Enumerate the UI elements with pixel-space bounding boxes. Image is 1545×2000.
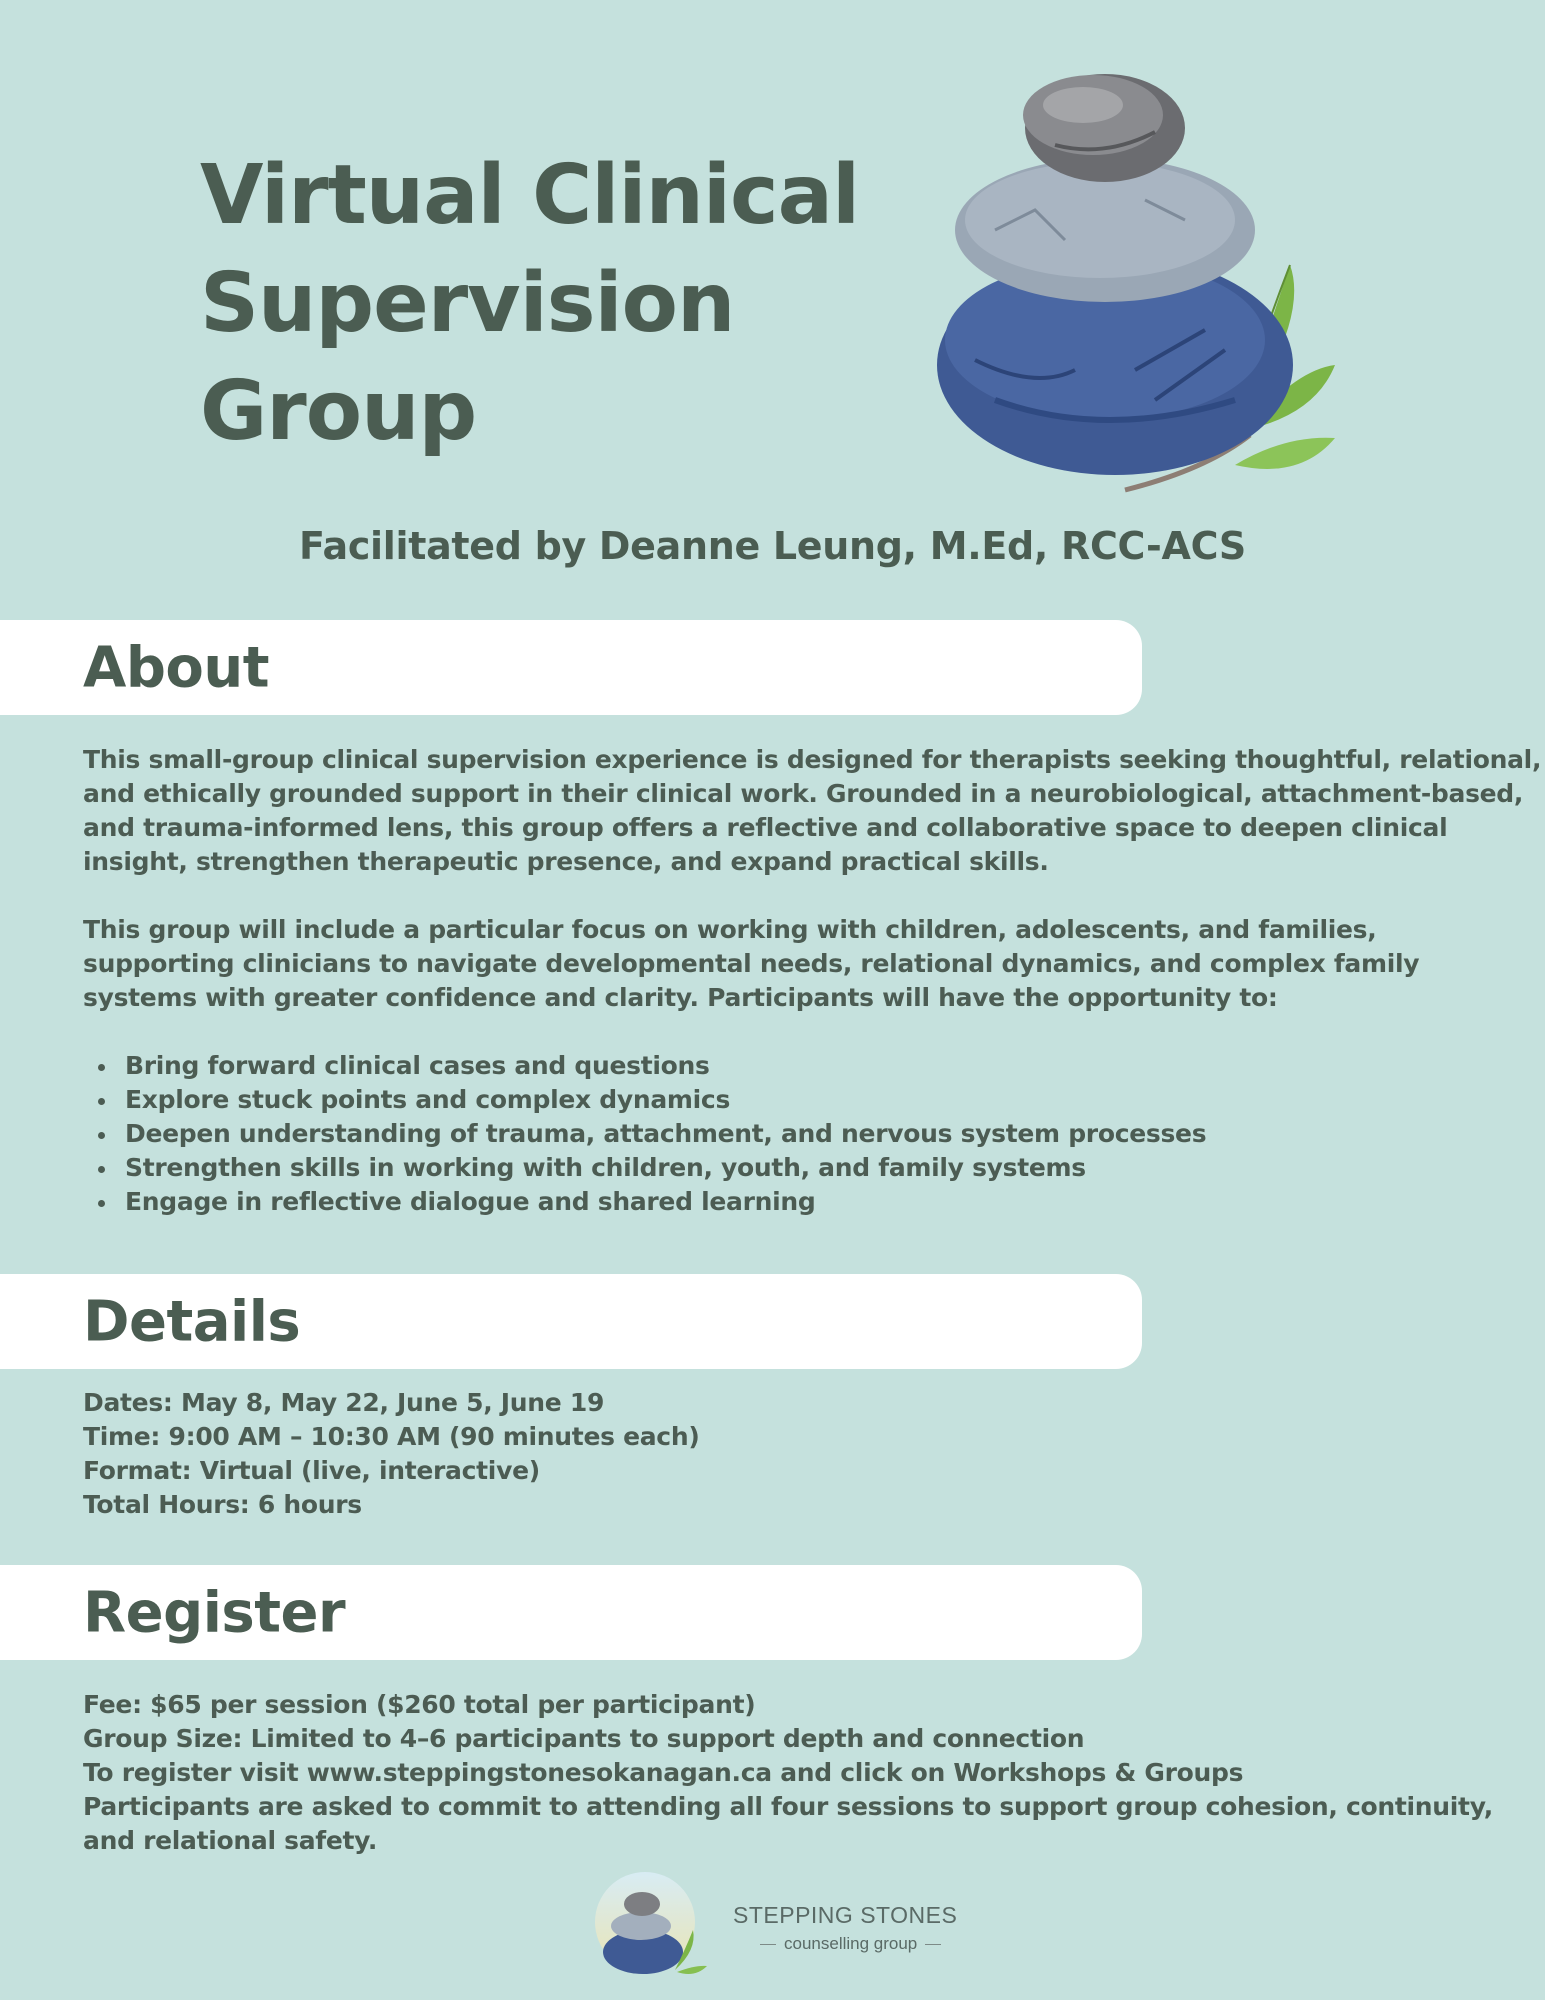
details-banner	[0, 1274, 1142, 1369]
about-body	[83, 743, 1542, 1219]
list-item: Bring forward clinical cases and questions	[83, 1049, 1483, 1083]
title-line-3: Group	[200, 364, 477, 459]
title-line-1: Virtual Clinical	[200, 148, 860, 243]
paragraph-line: systems with greater confidence and clarity. Participants will have the opportunity to:	[83, 983, 1278, 1012]
about-heading: About	[83, 635, 270, 700]
list-item: Engage in reflective dialogue and shared learning	[83, 1185, 1483, 1219]
register-body	[83, 1688, 1493, 1858]
register-commitment-cont: and relational safety.	[83, 1826, 378, 1855]
register-group-size: Group Size: Limited to 4–6 participants to support depth and connection	[83, 1724, 1085, 1753]
list-item: Strengthen skills in working with children, youth, and family systems	[83, 1151, 1483, 1185]
paragraph-line: and trauma-informed lens, this group offers a reflective and collaborative space to deepen clinical	[83, 813, 1448, 842]
page-title	[200, 142, 859, 466]
paragraph-line: insight, strengthen therapeutic presence, and expand practical skills.	[83, 847, 1049, 876]
brand-name: STEPPING STONES	[733, 1902, 958, 1928]
details-hours: Total Hours: 6 hours	[83, 1490, 362, 1519]
stacked-stones-icon	[905, 70, 1345, 500]
paragraph-line: and ethically grounded support in their clinical work. Grounded in a neurobiological, attachment-based,	[83, 779, 1524, 808]
title-line-2: Supervision	[200, 256, 735, 351]
register-banner	[0, 1565, 1142, 1660]
register-commitment: Participants are asked to commit to attending all four sessions to support group cohesion, continuity,	[83, 1792, 1493, 1821]
register-fee: Fee: $65 per session ($260 total per participant)	[83, 1690, 756, 1719]
facilitator-line: Facilitated by Deanne Leung, M.Ed, RCC-ACS	[299, 524, 1246, 568]
about-paragraph-2	[83, 913, 1483, 1015]
details-heading: Details	[83, 1289, 301, 1354]
paragraph-line: This small-group clinical supervision experience is designed for therapists seeking thoughtful, relational,	[83, 745, 1542, 774]
list-item: Deepen understanding of trauma, attachment, and nervous system processes	[83, 1117, 1483, 1151]
about-paragraph-1	[83, 743, 1542, 879]
details-body	[83, 1386, 1483, 1522]
register-heading: Register	[83, 1580, 346, 1645]
about-banner	[0, 620, 1142, 715]
brand-tagline: counselling group	[752, 1934, 949, 1954]
paragraph-line: This group will include a particular focus on working with children, adolescents, and families,	[83, 915, 1377, 944]
register-website: To register visit www.steppingstonesokanagan.ca and click on Workshops & Groups	[83, 1758, 1244, 1787]
details-dates: Dates: May 8, May 22, June 5, June 19	[83, 1388, 605, 1417]
stacked-stones-logo-icon	[585, 1870, 715, 1982]
details-format: Format: Virtual (live, interactive)	[83, 1456, 540, 1485]
opportunity-list	[83, 1049, 1483, 1219]
paragraph-line: supporting clinicians to navigate developmental needs, relational dynamics, and complex family	[83, 949, 1420, 978]
list-item: Explore stuck points and complex dynamics	[83, 1083, 1483, 1117]
details-time: Time: 9:00 AM – 10:30 AM (90 minutes each)	[83, 1422, 700, 1451]
